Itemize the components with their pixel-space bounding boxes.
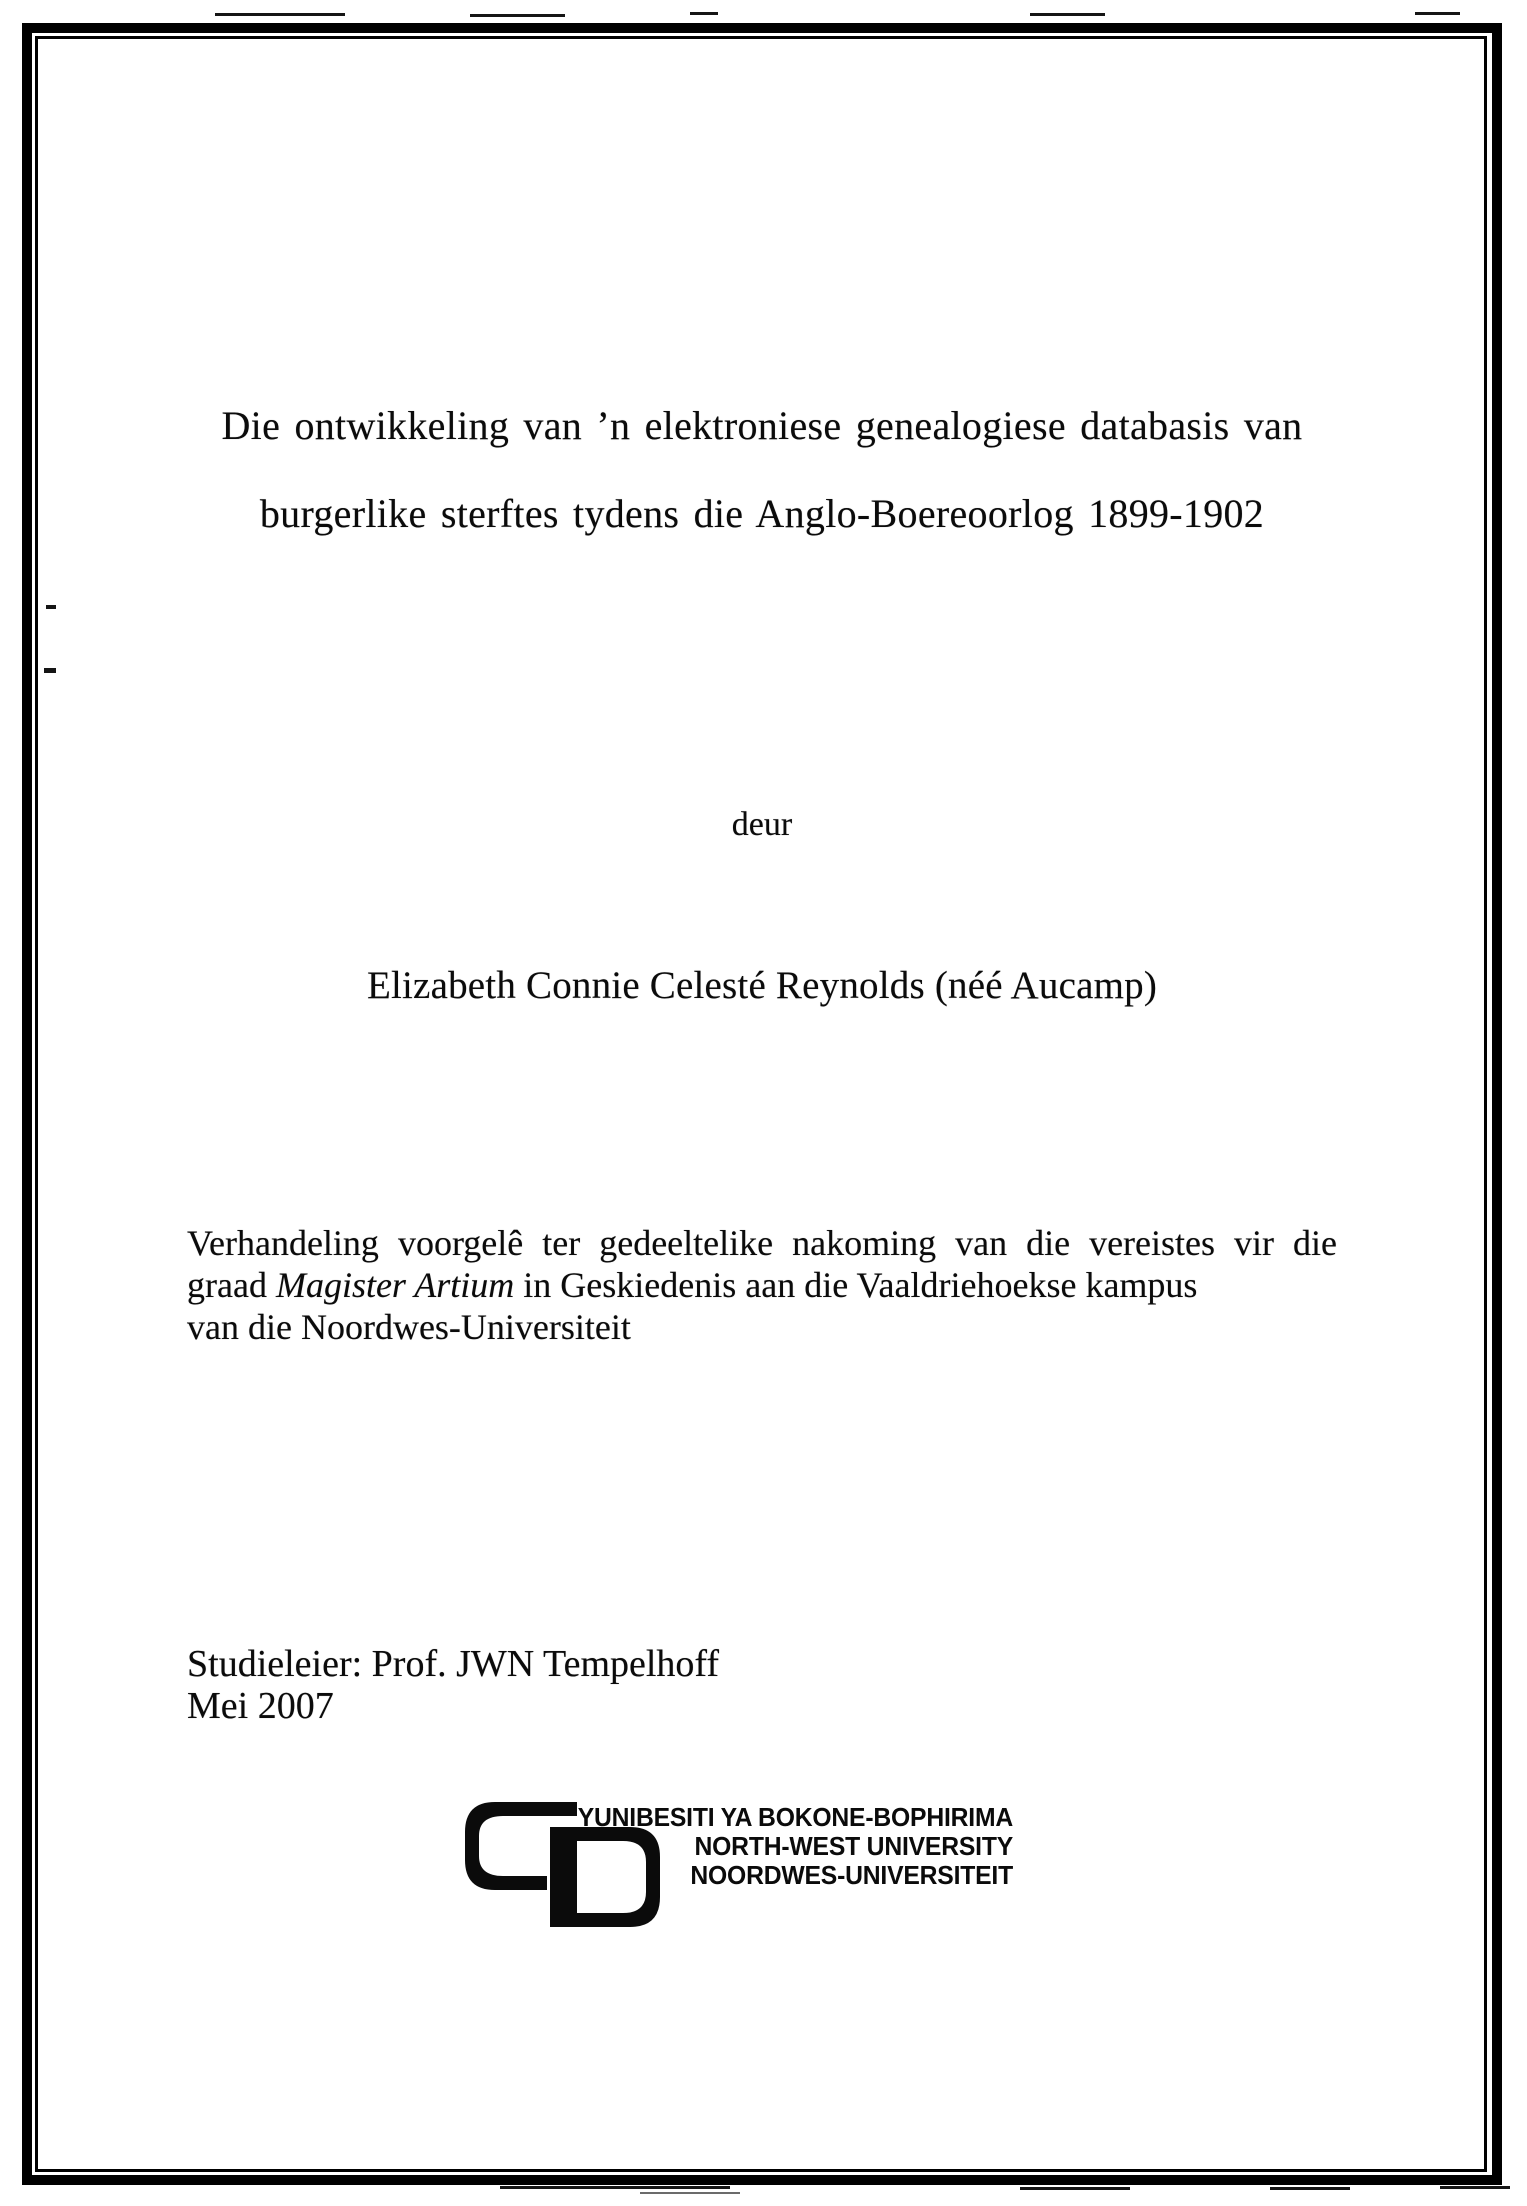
- scan-artifact: [1020, 2187, 1130, 2190]
- scan-artifact: [215, 13, 345, 16]
- scan-artifact: [46, 605, 56, 609]
- scan-artifact: [44, 668, 56, 673]
- scan-artifact: [690, 12, 718, 15]
- submission-line1: Verhandeling voorgelê ter gedeeltelike nakoming van die vereistes vir die: [187, 1223, 1337, 1263]
- thesis-title-line2: burgerlike sterftes tydens die Anglo-Boereoorlog 1899-1902: [259, 491, 1265, 536]
- supervisor-block: [187, 1643, 719, 1727]
- scan-artifact: [500, 2186, 730, 2189]
- supervisor-line: Studieleier: Prof. JWN Tempelhoff: [187, 1643, 720, 1685]
- submission-line2: [187, 1264, 1337, 1306]
- degree-name: Magister Artium: [275, 1265, 515, 1305]
- scan-artifact: [1415, 12, 1460, 15]
- university-wordmark-line3: NOORDWES-UNIVERSITEIT: [690, 1860, 1013, 1890]
- date-line: Mei 2007: [187, 1685, 334, 1727]
- thesis-title: [37, 382, 1487, 558]
- byline: deur: [731, 806, 793, 843]
- scan-artifact: [1270, 2187, 1350, 2190]
- university-wordmark-line1: YUNIBESITI YA BOKONE-BOPHIRIMA: [577, 1802, 1013, 1832]
- author-name: Elizabeth Connie Celesté Reynolds (néé Aucamp): [366, 964, 1158, 1007]
- scan-artifact: [1440, 2186, 1510, 2189]
- submission-line3: van die Noordwes-Universiteit: [187, 1307, 631, 1347]
- university-wordmark: [545, 1803, 1013, 1890]
- submission-line2-prefix: graad: [187, 1265, 276, 1305]
- scan-artifact: [640, 2192, 740, 2194]
- scan-artifact: [1030, 13, 1105, 16]
- submission-statement: [187, 1222, 1337, 1348]
- scan-artifact: [470, 14, 565, 17]
- submission-line2-suffix: in Geskiedenis aan die Vaaldriehoekse kampus: [514, 1265, 1198, 1305]
- university-wordmark-line2: NORTH-WEST UNIVERSITY: [694, 1831, 1013, 1861]
- thesis-title-line1: Die ontwikkeling van ’n elektroniese genealogiese databasis van: [221, 403, 1303, 448]
